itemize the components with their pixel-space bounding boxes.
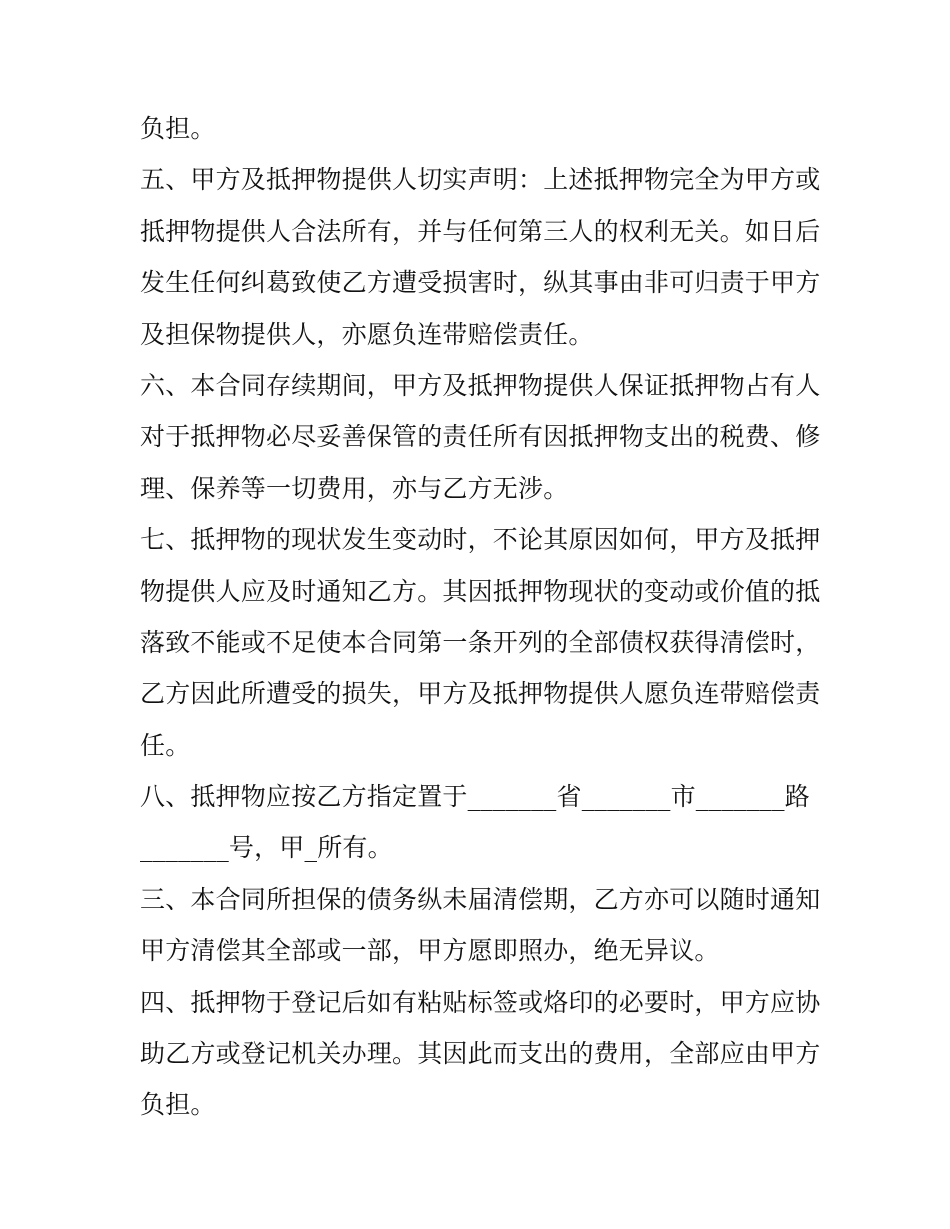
- clause-8-line-2: _______号，甲_所有。: [140, 833, 393, 863]
- clause-5-line-1: 五、甲方及抵押物提供人切实声明：上述抵押物完全为甲方或: [140, 165, 821, 195]
- clause-7-line-4: 乙方因此所遭受的损失，甲方及抵押物提供人愿负连带赔偿责: [140, 679, 821, 709]
- clause-5-line-2: 抵押物提供人合法所有，并与任何第三人的权利无关。如日后: [140, 216, 821, 246]
- text-line: 负担。: [140, 114, 216, 143]
- clause-8-line-1: 八、抵押物应按乙方指定置于_______省_______市_______路: [140, 782, 810, 812]
- clause-7-line-2: 物提供人应及时通知乙方。其因抵押物现状的变动或价值的抵: [140, 576, 821, 606]
- document-body: [140, 103, 821, 1131]
- clause-3-line-2: 甲方清偿其全部或一部，甲方愿即照办，绝无异议。: [140, 936, 720, 966]
- clause-5-line-3: 发生任何纠葛致使乙方遭受损害时，纵其事由非可归责于甲方: [140, 268, 821, 298]
- clause-3-line-1: 三、本合同所担保的债务纵未届清偿期，乙方亦可以随时通知: [140, 884, 821, 914]
- clause-6-line-1: 六、本合同存续期间，甲方及抵押物提供人保证抵押物占有人: [140, 370, 821, 400]
- clause-5-line-4: 及担保物提供人，亦愿负连带赔偿责任。: [140, 319, 594, 349]
- clause-4-line-3: 负担。: [140, 1090, 216, 1120]
- clause-4-line-2: 助乙方或登记机关办理。其因此而支出的费用，全部应由甲方: [140, 1039, 821, 1069]
- clause-7-line-5: 任。: [140, 730, 191, 760]
- clause-7-line-3: 落致不能或不足使本合同第一条开列的全部债权获得清偿时，: [140, 627, 821, 657]
- clause-4-line-1: 四、抵押物于登记后如有粘贴标签或烙印的必要时，甲方应协: [140, 987, 821, 1017]
- clause-6-line-3: 理、保养等一切费用，亦与乙方无涉。: [140, 473, 569, 503]
- clause-6-line-2: 对于抵押物必尽妥善保管的责任所有因抵押物支出的税费、修: [140, 422, 821, 452]
- clause-7-line-1: 七、抵押物的现状发生变动时，不论其原因如何，甲方及抵押: [140, 525, 821, 555]
